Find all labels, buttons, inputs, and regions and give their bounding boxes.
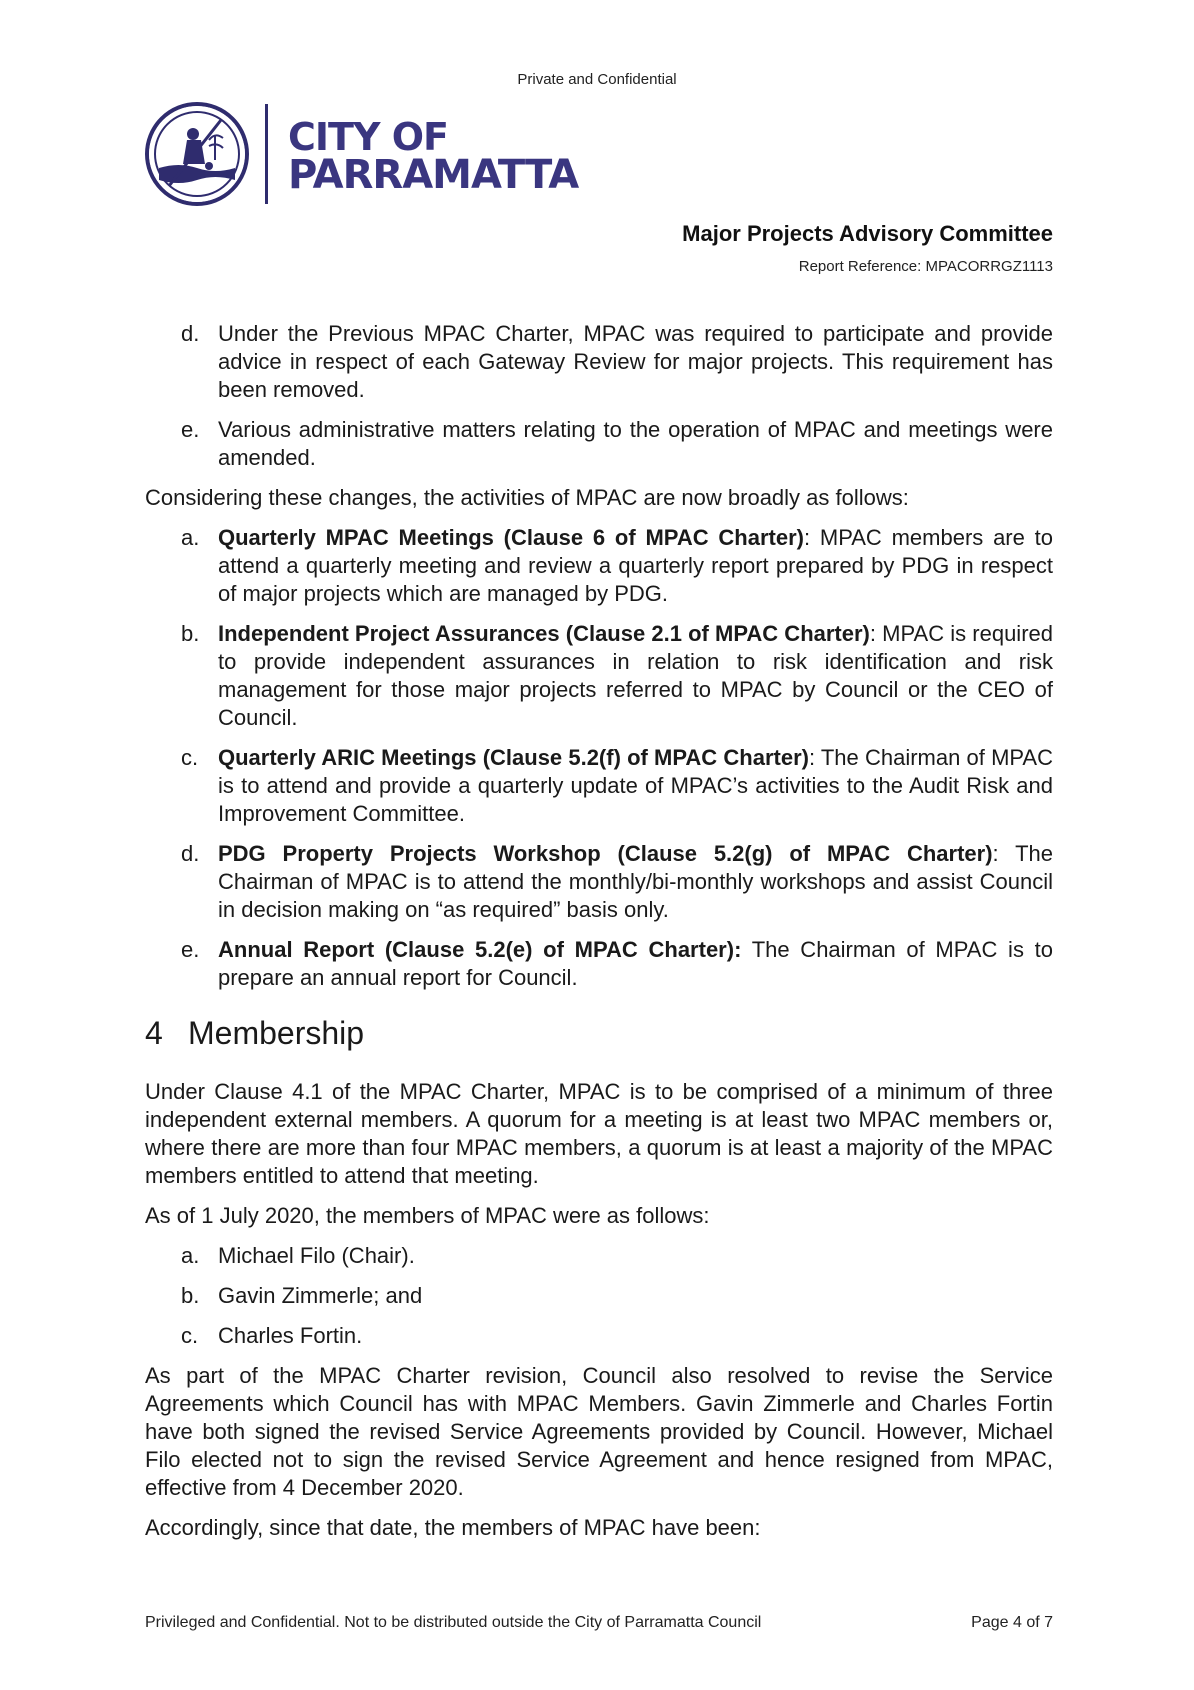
member-name: Charles Fortin. bbox=[218, 1323, 363, 1348]
header-note: Private and Confidential bbox=[517, 71, 677, 88]
members-intro: As of 1 July 2020, the members of MPAC were as follows: bbox=[145, 1203, 710, 1228]
list-marker: a. bbox=[181, 525, 200, 550]
membership-paragraph-3: Accordingly, since that date, the members of MPAC have been: bbox=[145, 1515, 761, 1540]
city-seal-icon bbox=[145, 102, 249, 206]
membership-paragraph-1: Under Clause 4.1 of the MPAC Charter, MPAC is to be comprised of a minimum of three independent external members. A quorum for a meeting is at least two MPAC members or, where there are more than four MPAC members, a quorum is at least a majority of the MPAC members entitled to attend that meeting. bbox=[145, 1079, 1053, 1188]
list-item bbox=[145, 840, 1053, 924]
list-item bbox=[145, 1282, 1053, 1310]
list-marker: b. bbox=[181, 1283, 200, 1308]
list-marker: e. bbox=[181, 937, 200, 962]
logo-text-line1: CITY OF bbox=[288, 115, 448, 159]
list-item bbox=[145, 744, 1053, 828]
logo-divider bbox=[265, 104, 268, 204]
list-item bbox=[145, 1242, 1053, 1270]
list-marker: c. bbox=[181, 745, 199, 770]
section-title: Membership bbox=[188, 1015, 365, 1051]
list-item bbox=[145, 320, 1053, 404]
activity-title: Quarterly ARIC Meetings (Clause 5.2(f) of MPAC Charter) bbox=[218, 745, 809, 770]
list-marker: d. bbox=[181, 841, 200, 866]
list-marker: e. bbox=[181, 417, 200, 442]
document-body bbox=[145, 320, 1053, 1554]
activity-text: : MPAC members are to attend a quarterly meeting and review a quarterly report prepared by PDG in respect of major projects which are managed by PDG. bbox=[218, 525, 1053, 606]
activities-list bbox=[145, 524, 1053, 992]
report-reference: Report Reference: MPACORRGZ1113 bbox=[798, 258, 1053, 275]
committee-title: Major Projects Advisory Committee bbox=[682, 221, 1053, 246]
activities-intro: Considering these changes, the activities of MPAC are now broadly as follows: bbox=[145, 485, 909, 510]
list-marker: a. bbox=[181, 1243, 200, 1268]
member-name: Gavin Zimmerle; and bbox=[218, 1283, 423, 1308]
activity-text: : The Chairman of MPAC is to attend the monthly/bi-monthly workshops and assist Council in decision making on “as required” basis only. bbox=[218, 841, 1053, 922]
activity-text: : The Chairman of MPAC is to attend and provide a quarterly update of MPAC’s activities to the Audit Risk and Improvement Committee. bbox=[218, 745, 1053, 826]
activity-text: The Chairman of MPAC is to prepare an annual report for Council. bbox=[218, 937, 1053, 990]
list-item bbox=[145, 1322, 1053, 1350]
activity-title: Quarterly MPAC Meetings (Clause 6 of MPAC Charter) bbox=[218, 525, 804, 550]
activity-title: Annual Report (Clause 5.2(e) of MPAC Charter): bbox=[218, 937, 742, 962]
member-name: Michael Filo (Chair). bbox=[218, 1243, 415, 1268]
activity-text: : MPAC is required to provide independent assurances in relation to risk identification and risk management for those major projects referred to MPAC by Council or the CEO of Council. bbox=[218, 621, 1053, 730]
list-marker: c. bbox=[181, 1323, 199, 1348]
list-item bbox=[145, 620, 1053, 732]
members-list bbox=[145, 1242, 1053, 1350]
logo-text-line2: PARRAMATTA bbox=[288, 152, 579, 198]
list-item bbox=[145, 416, 1053, 472]
activity-title: Independent Project Assurances (Clause 2.1 of MPAC Charter) bbox=[218, 621, 870, 646]
section-number: 4 bbox=[145, 1015, 163, 1051]
list-item-text: Under the Previous MPAC Charter, MPAC was required to participate and provide advice in respect of each Gateway Review for major projects. This requirement has been removed. bbox=[218, 321, 1053, 402]
logo-wordmark bbox=[288, 115, 579, 198]
city-of-parramatta-logo bbox=[145, 102, 579, 210]
footer-confidentiality: Privileged and Confidential. Not to be distributed outside the City of Parramatta Council bbox=[145, 1614, 762, 1631]
list-item-text: Various administrative matters relating to the operation of MPAC and meetings were amended. bbox=[218, 417, 1053, 470]
membership-paragraph-2: As part of the MPAC Charter revision, Council also resolved to revise the Service Agreements which Council has with MPAC Members. Gavin Zimmerle and Charles Fortin have both signed the revised Service Agreements provided by Council. However, Michael Filo elected not to sign the revised Service Agreement and hence resigned from MPAC, effective from 4 December 2020. bbox=[145, 1363, 1053, 1500]
list-item bbox=[145, 524, 1053, 608]
list-item bbox=[145, 936, 1053, 992]
list-marker: d. bbox=[181, 321, 200, 346]
list-marker: b. bbox=[181, 621, 200, 646]
activity-title: PDG Property Projects Workshop (Clause 5.2(g) of MPAC Charter) bbox=[218, 841, 993, 866]
changes-list bbox=[145, 320, 1053, 472]
page-number: Page 4 of 7 bbox=[971, 1614, 1053, 1631]
section-heading bbox=[145, 1014, 1053, 1052]
